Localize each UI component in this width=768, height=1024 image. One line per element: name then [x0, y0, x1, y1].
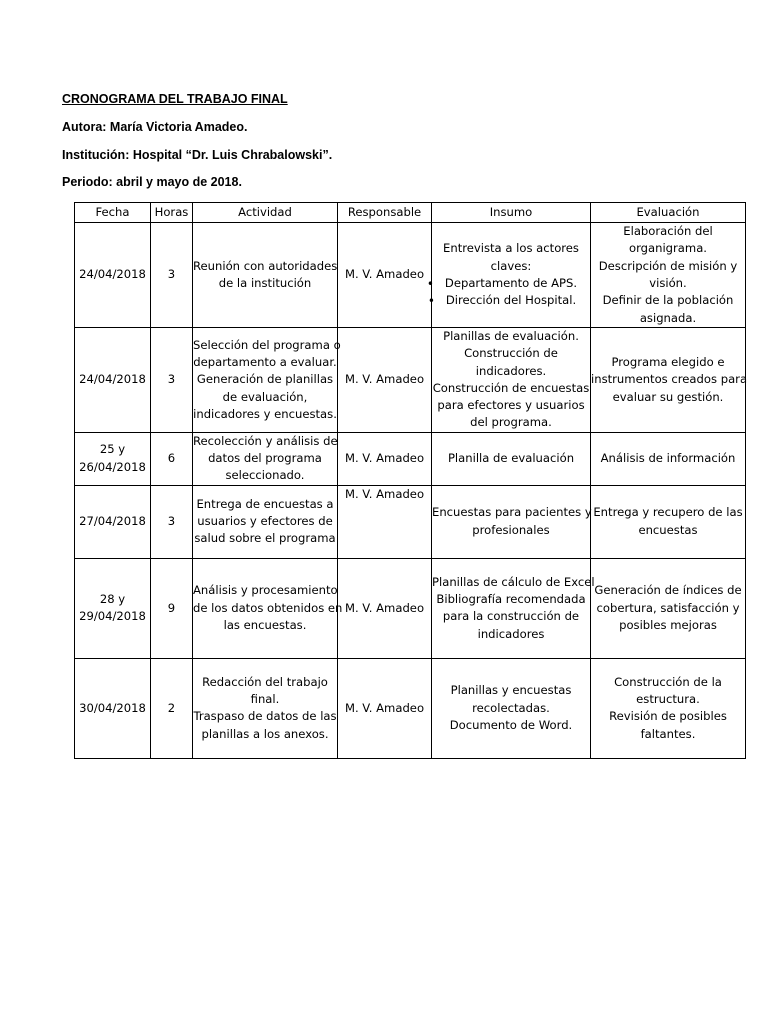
bullet-list-item	[427, 292, 590, 309]
cell-evaluacion	[591, 432, 746, 485]
cell-evaluacion-line: Generación de índices de	[594, 583, 742, 598]
cell-evaluacion-line: encuestas	[638, 522, 698, 537]
cell-evaluacion-line: Elaboración del	[623, 224, 713, 239]
cell-insumo-line: Planilla de evaluación	[447, 451, 575, 466]
cell-horas: 9	[151, 558, 193, 658]
cell-insumo-line: Planillas y encuestas	[450, 683, 572, 698]
cell-evaluacion	[591, 328, 746, 433]
cell-insumo-line: recolectadas.	[472, 700, 550, 715]
cell-actividad-line: final.	[250, 691, 280, 706]
cell-insumo	[432, 328, 591, 433]
cell-fecha-line: 24/04/2018	[79, 372, 146, 387]
cell-actividad-line: salud sobre el programa	[194, 531, 336, 546]
cell-fecha-line: 26/04/2018	[79, 459, 146, 474]
cell-actividad	[193, 223, 338, 328]
bullet-text: Dirección del Hospital.	[445, 293, 577, 308]
table-header-row	[75, 203, 746, 223]
cell-actividad-line: Redacción del trabajo	[202, 674, 328, 689]
cell-insumo-line: del programa.	[470, 415, 552, 430]
cell-evaluacion	[591, 223, 746, 328]
cell-actividad-line: usuarios y efectores de	[197, 514, 333, 529]
header-insumo: Insumo	[432, 203, 591, 223]
cell-fecha-line: 30/04/2018	[79, 700, 146, 715]
cell-actividad	[193, 432, 338, 485]
schedule-table	[74, 202, 746, 759]
table-row	[75, 658, 746, 758]
table-row	[75, 558, 746, 658]
cell-evaluacion	[591, 658, 746, 758]
cell-evaluacion-line: Entrega y recupero de las	[593, 505, 743, 520]
cell-responsable: M. V. Amadeo	[338, 485, 432, 558]
cell-insumo-line: Documento de Word.	[449, 717, 573, 732]
header-responsable: Responsable	[338, 203, 432, 223]
cell-fecha	[75, 658, 151, 758]
cell-fecha-line: 25 y	[99, 442, 126, 457]
cell-actividad-line: Traspaso de datos de las	[193, 709, 337, 724]
cell-actividad-line: Análisis y procesamiento	[193, 583, 338, 598]
cell-insumo-line: indicadores	[477, 626, 545, 641]
cell-insumo-line: para efectores y usuarios	[437, 398, 585, 413]
institution-line: Institución: Hospital “Dr. Luis Chrabalowski”.	[62, 148, 333, 162]
cell-evaluacion-line: organigrama.	[628, 241, 707, 256]
header-fecha: Fecha	[75, 203, 151, 223]
cell-evaluacion-line: Revisión de posibles	[609, 709, 727, 724]
cell-insumo-line: Planillas de cálculo de Excel	[432, 574, 595, 589]
cell-actividad	[193, 558, 343, 658]
cell-actividad-line: datos del programa	[208, 451, 322, 466]
cell-actividad	[193, 658, 338, 758]
cell-actividad	[193, 328, 341, 433]
document-title: CRONOGRAMA DEL TRABAJO FINAL	[62, 92, 288, 106]
cell-insumo	[432, 558, 595, 658]
header-actividad: Actividad	[193, 203, 338, 223]
table-row	[75, 432, 746, 485]
cell-actividad-line: departamento a evaluar.	[193, 354, 337, 369]
cell-actividad-line: de evaluación,	[222, 389, 308, 404]
cell-insumo-line: claves:	[490, 258, 532, 273]
cell-actividad-line: Generación de planillas	[196, 372, 334, 387]
cell-fecha-line: 29/04/2018	[79, 609, 146, 624]
cell-evaluacion-line: evaluar su gestión.	[612, 389, 724, 404]
cell-actividad-line: las encuestas.	[223, 617, 307, 632]
cell-insumo-line: indicadores.	[475, 363, 547, 378]
cell-evaluacion-line: asignada.	[639, 310, 697, 325]
cell-evaluacion-line: faltantes.	[640, 726, 696, 741]
cell-insumo-line: Bibliografía recomendada	[436, 591, 586, 606]
header-horas: Horas	[151, 203, 193, 223]
cell-evaluacion-line: Definir de la población	[602, 293, 734, 308]
cell-evaluacion	[591, 485, 746, 558]
cell-responsable: M. V. Amadeo	[338, 558, 432, 658]
bullet-icon: •	[426, 277, 434, 291]
cell-evaluacion-line: Construcción de la	[614, 674, 722, 689]
cell-actividad-line: de los datos obtenidos en	[193, 600, 343, 615]
cell-horas: 3	[151, 223, 193, 328]
cell-actividad-line: Selección del programa o	[193, 337, 341, 352]
cell-insumo	[432, 658, 591, 758]
cell-horas: 3	[151, 485, 193, 558]
table-row	[75, 328, 746, 433]
bullet-text: Departamento de APS.	[444, 276, 578, 290]
cell-evaluacion-line: Descripción de misión y	[598, 258, 738, 273]
bullet-list-item	[426, 275, 590, 292]
cell-insumo-line: Entrevista a los actores	[443, 241, 579, 256]
author-line: Autora: María Victoria Amadeo.	[62, 120, 248, 134]
cell-evaluacion-line: instrumentos creados para	[591, 372, 748, 387]
cell-insumo-line: Construcción de encuestas	[432, 380, 590, 395]
period-line: Periodo: abril y mayo de 2018.	[62, 175, 242, 189]
cell-actividad	[193, 485, 338, 558]
cell-responsable: M. V. Amadeo	[338, 432, 432, 485]
cell-insumo	[426, 223, 591, 328]
cell-actividad-line: indicadores y encuestas.	[193, 406, 337, 421]
cell-evaluacion	[591, 558, 746, 658]
cell-evaluacion-line: visión.	[649, 276, 687, 290]
cell-fecha	[75, 558, 151, 658]
cell-insumo	[432, 485, 591, 558]
cell-horas: 3	[151, 328, 193, 433]
cell-evaluacion-line: Análisis de información	[600, 451, 736, 466]
cell-responsable: M. V. Amadeo	[338, 223, 432, 328]
cell-responsable: M. V. Amadeo	[338, 658, 432, 758]
cell-fecha-line: 27/04/2018	[79, 514, 146, 529]
cell-insumo-line: Encuestas para pacientes y	[432, 505, 592, 520]
cell-insumo-line: Construcción de	[464, 346, 558, 361]
cell-evaluacion-line: Programa elegido e	[611, 354, 725, 369]
cell-insumo-line: para la construcción de	[442, 609, 580, 624]
header-evaluacion: Evaluación	[591, 203, 746, 223]
cell-horas: 6	[151, 432, 193, 485]
cell-actividad-line: de la institución	[218, 276, 312, 290]
cell-fecha	[75, 223, 151, 328]
cell-insumo-line: profesionales	[472, 522, 550, 537]
cell-insumo-line: Planillas de evaluación.	[443, 329, 579, 343]
cell-insumo	[432, 432, 591, 485]
cell-actividad-line: Entrega de encuestas a	[196, 496, 334, 511]
cell-evaluacion-line: estructura.	[636, 691, 700, 706]
cell-actividad-line: Recolección y análisis de	[193, 433, 338, 448]
table-row	[75, 223, 746, 328]
cell-actividad-line: seleccionado.	[225, 468, 305, 483]
bullet-icon: •	[427, 294, 435, 309]
cell-horas: 2	[151, 658, 193, 758]
cell-fecha-line: 24/04/2018	[79, 267, 146, 282]
table-row	[75, 485, 746, 558]
cell-fecha	[75, 485, 151, 558]
cell-fecha	[75, 432, 151, 485]
cell-fecha	[75, 328, 151, 433]
cell-actividad-line: Reunión con autoridades	[193, 258, 338, 273]
cell-actividad-line: planillas a los anexos.	[201, 726, 329, 741]
cell-evaluacion-line: posibles mejoras	[619, 617, 717, 632]
cell-fecha-line: 28 y	[99, 591, 126, 606]
cell-responsable: M. V. Amadeo	[338, 328, 432, 433]
cell-evaluacion-line: cobertura, satisfacción y	[596, 600, 740, 615]
